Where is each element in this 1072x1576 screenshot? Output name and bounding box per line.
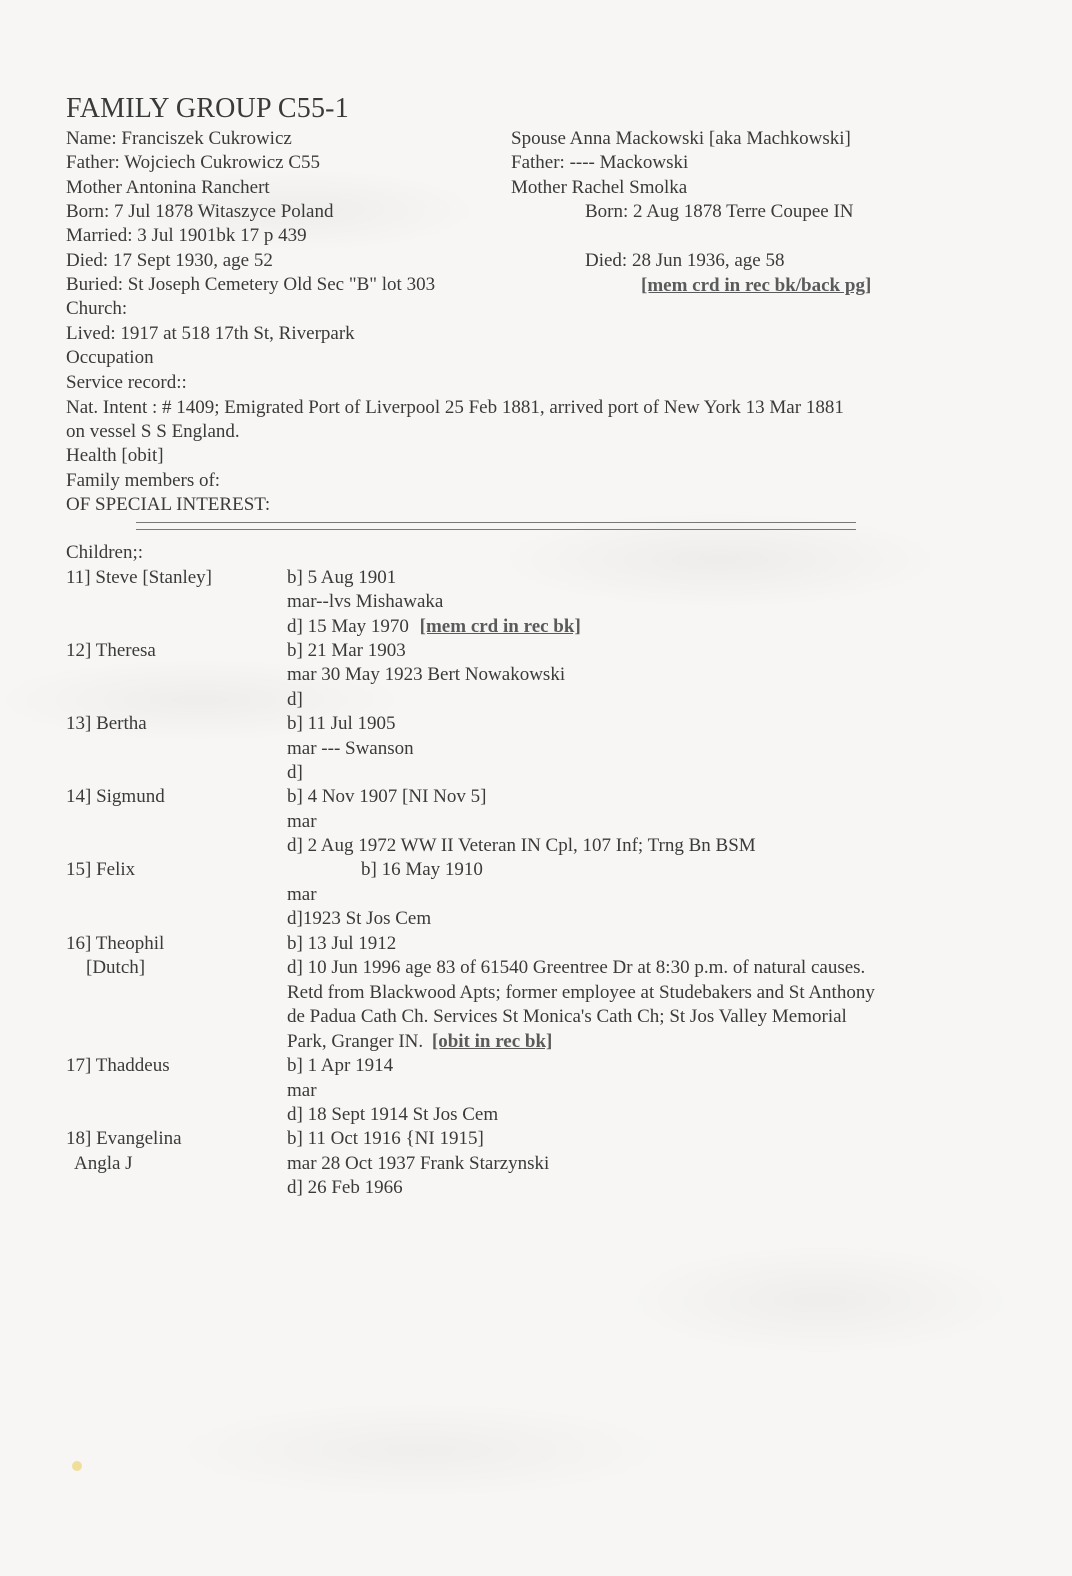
child-16-notes-line-2: Retd from Blackwood Apts; former employee at Studebakers and St Anthony (287, 982, 875, 1003)
child-15-died: d]1923 St Jos Cem (287, 908, 432, 929)
child-17-born: b] 1 Apr 1914 (287, 1055, 394, 1076)
born-line: Born: 7 Jul 1878 Witaszyce Poland (66, 201, 334, 222)
father-line: Father: Wojciech Cukrowicz C55 (66, 152, 321, 173)
nat-intent-line: Nat. Intent : # 1409; Emigrated Port of Liverpool 25 Feb 1881, arrived port of New York 13 Mar 1881 (66, 397, 844, 418)
lived-line: Lived: 1917 at 518 17th St, Riverpark (66, 323, 355, 344)
child-16-obit-note: [obit in rec bk] (431, 1031, 553, 1052)
page-title: FAMILY GROUP C55-1 (66, 93, 349, 124)
church-line: Church: (66, 298, 128, 319)
child-12-name: 12] Theresa (66, 640, 156, 661)
mother-line: Mother Antonina Ranchert (66, 177, 270, 198)
buried-line: Buried: St Joseph Cemetery Old Sec "B" lot 303 (66, 274, 436, 295)
special-interest-line: OF SPECIAL INTEREST: (66, 494, 271, 515)
child-13-name: 13] Bertha (66, 713, 147, 734)
child-11-name: 11] Steve [Stanley] (66, 567, 212, 588)
child-18-born: b] 11 Oct 1916 {NI 1915] (287, 1128, 484, 1149)
nat-intent-continued: on vessel S S England. (66, 421, 240, 442)
child-13-married: mar --- Swanson (287, 738, 414, 759)
child-15-born: b] 16 May 1910 (361, 859, 483, 880)
child-16-alias: [Dutch] (86, 957, 146, 978)
child-16-died: d] 10 Jun 1996 age 83 of 61540 Greentree Dr at 8:30 p.m. of natural causes. (287, 957, 866, 978)
child-12-married: mar 30 May 1923 Bert Nowakowski (287, 664, 566, 685)
child-13-born: b] 11 Jul 1905 (287, 713, 396, 734)
child-11-married: mar--lvs Mishawaka (287, 591, 444, 612)
child-15-married: mar (287, 884, 317, 905)
service-record-line: Service record:: (66, 372, 187, 393)
family-members-line: Family members of: (66, 470, 221, 491)
child-18-alias: Angla J (74, 1153, 133, 1174)
spouse-mother-line: Mother Rachel Smolka (511, 177, 688, 198)
child-11-died-text: d] 15 May 1970 (287, 616, 409, 637)
child-13-died: d] (287, 762, 303, 783)
occupation-line: Occupation (66, 347, 154, 368)
child-14-name: 14] Sigmund (66, 786, 165, 807)
child-11-died (287, 616, 581, 638)
child-11-mem-card-note: [mem crd in rec bk] (419, 616, 581, 637)
spouse-died-line: Died: 28 Jun 1936, age 58 (585, 250, 785, 271)
child-16-born: b] 13 Jul 1912 (287, 933, 397, 954)
child-14-born: b] 4 Nov 1907 [NI Nov 5] (287, 786, 487, 807)
child-15-name: 15] Felix (66, 859, 136, 880)
spouse-born-line: Born: 2 Aug 1878 Terre Coupee IN (585, 201, 854, 222)
child-14-died: d] 2 Aug 1972 WW II Veteran IN Cpl, 107 Inf; Trng Bn BSM (287, 835, 756, 856)
child-16-notes-line-3: de Padua Cath Ch. Services St Monica's Cath Ch; St Jos Valley Memorial (287, 1006, 847, 1027)
married-line: Married: 3 Jul 1901bk 17 p 439 (66, 225, 307, 246)
health-line: Health [obit] (66, 445, 164, 466)
spouse-father-line: Father: ---- Mackowski (511, 152, 689, 173)
child-17-name: 17] Thaddeus (66, 1055, 170, 1076)
child-14-married: mar (287, 811, 317, 832)
double-rule-divider (136, 522, 856, 530)
paper-stain-mark (72, 1461, 82, 1471)
child-18-died: d] 26 Feb 1966 (287, 1177, 403, 1198)
child-17-married: mar (287, 1080, 317, 1101)
child-18-married: mar 28 Oct 1937 Frank Starzynski (287, 1153, 550, 1174)
spouse-line: Spouse Anna Mackowski [aka Machkowski] (511, 128, 851, 149)
child-17-died: d] 18 Sept 1914 St Jos Cem (287, 1104, 499, 1125)
child-18-name: 18] Evangelina (66, 1128, 182, 1149)
spouse-mem-card-note: [mem crd in rec bk/back pg] (641, 275, 872, 296)
child-16-burial-text: Park, Granger IN. (287, 1031, 424, 1052)
child-11-born: b] 5 Aug 1901 (287, 567, 397, 588)
died-line: Died: 17 Sept 1930, age 52 (66, 250, 273, 271)
child-16-name: 16] Theophil (66, 933, 165, 954)
name-line: Name: Franciszek Cukrowicz (66, 128, 292, 149)
child-12-born: b] 21 Mar 1903 (287, 640, 406, 661)
child-16-notes-line-4 (287, 1031, 552, 1053)
child-12-died: d] (287, 689, 303, 710)
children-heading: Children;: (66, 542, 144, 563)
